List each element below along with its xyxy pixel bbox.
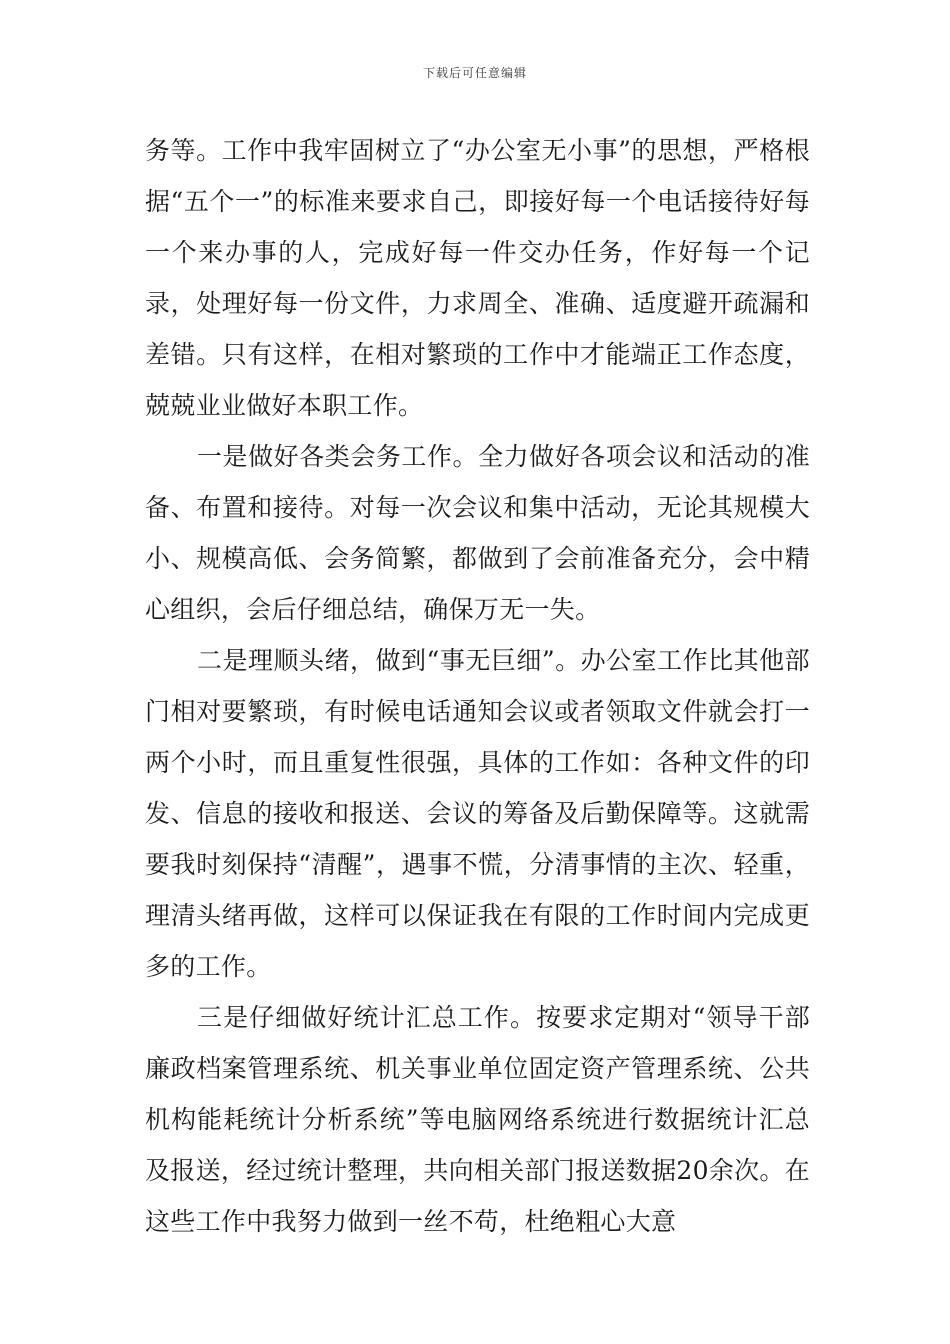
paragraph-4: 三是仔细做好统计汇总工作。按要求定期对“领导干部廉政档案管理系统、机关事业单位固定资产管理系统、公共机构能耗统计分析系统”等电脑网络系统进行数据统计汇总及报送，经过统计整理，共向相关部门报送数据20余次。在这些工作中我努力做到一丝不苟，杜绝粗心大意 [145,1003,810,1236]
document-body [145,125,810,1247]
paragraph-2: 一是做好各类会务工作。全力做好各项会议和活动的准备、布置和接待。对每一次会议和集中活动，无论其规模大小、规模高低、会务简繁，都做到了会前准备充分，会中精心组织，会后仔细总结，确保万无一失。 [145,442,810,624]
paragraph-1: 务等。工作中我牢固树立了“办公室无小事”的思想，严格根据“五个一”的标准来要求自己，即接好每一个电话接待好每一个来办事的人，完成好每一件交办任务，作好每一个记录，处理好每一份文件，力求周全、准确、适度避开疏漏和差错。只有这样，在相对繁琐的工作中才能端正工作态度，兢兢业业做好本职工作。 [145,136,810,420]
page-header-note: 下载后可任意编辑 [422,66,527,80]
paragraph-3: 二是理顺头绪，做到“事无巨细”。办公室工作比其他部门相对要繁琐，有时候电话通知会议或者领取文件就会打一两个小时，而且重复性很强，具体的工作如：各种文件的印发、信息的接收和报送、会议的筹备及后勤保障等。这就需要我时刻保持“清醒”，遇事不慌，分清事情的主次、轻重，理清头绪再做，这样可以保证我在有限的工作时间内完成更多的工作。 [145,646,810,981]
